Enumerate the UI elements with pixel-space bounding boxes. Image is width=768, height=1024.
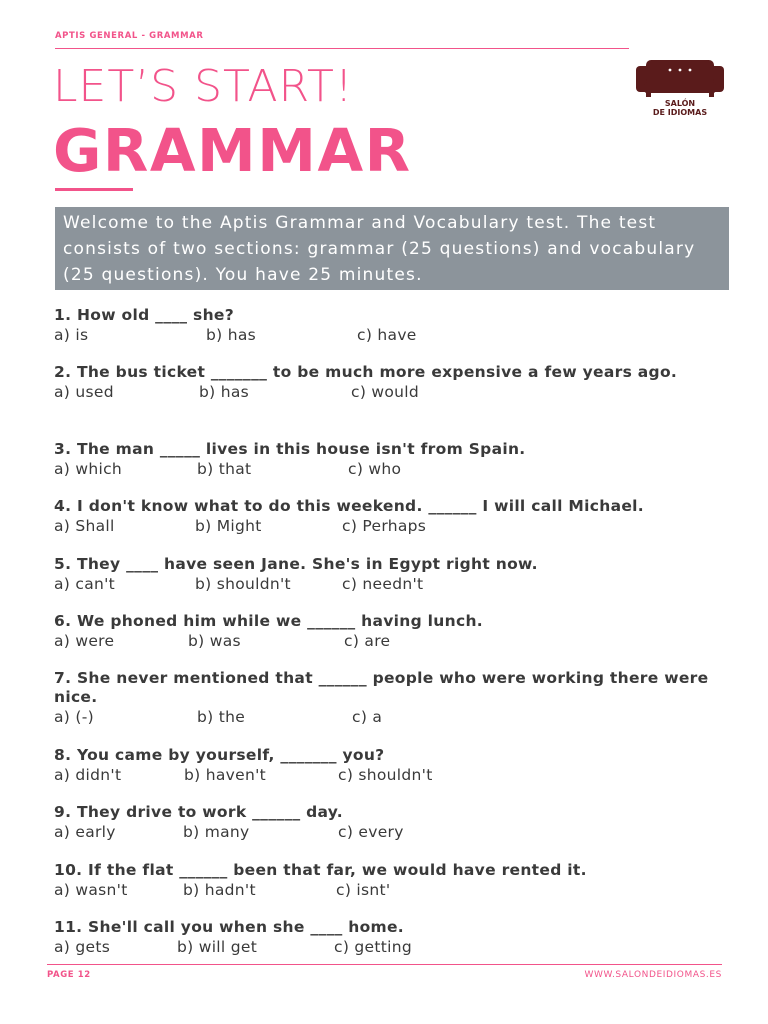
question-item xyxy=(54,918,724,957)
question-text: 11. She'll call you when she ____ home. xyxy=(54,918,404,936)
question-item xyxy=(54,861,724,900)
option-c: c) have xyxy=(357,326,417,344)
question-text: 2. The bus ticket _______ to be much more expensive a few years ago. xyxy=(54,363,678,381)
logo-text-line2: DE IDIOMAS xyxy=(652,108,708,117)
question-text: 4. I don't know what to do this weekend. ______ I will call Michael. xyxy=(54,497,644,515)
question-text: 8. You came by yourself, _______ you? xyxy=(54,746,385,764)
question-item xyxy=(54,803,724,842)
option-c: c) getting xyxy=(334,938,412,956)
option-a: a) Shall xyxy=(54,517,115,535)
option-a: a) used xyxy=(54,383,114,401)
option-a: a) gets xyxy=(54,938,111,956)
page-title-line2: GRAMMAR xyxy=(53,116,412,185)
question-text: 1. How old ____ she? xyxy=(54,306,235,324)
header-divider xyxy=(55,48,629,49)
option-b: b) the xyxy=(197,708,246,726)
option-a: a) which xyxy=(54,460,123,478)
option-c: c) a xyxy=(352,708,383,726)
option-b: b) will get xyxy=(177,938,258,956)
answer-options xyxy=(54,459,724,479)
answer-options xyxy=(54,822,724,842)
question-text: 6. We phoned him while we ______ having lunch. xyxy=(54,612,483,630)
option-a: a) is xyxy=(54,326,89,344)
option-b: b) many xyxy=(183,823,250,841)
option-c: c) are xyxy=(344,632,391,650)
option-b: b) haven't xyxy=(184,766,267,784)
option-a: a) were xyxy=(54,632,115,650)
option-b: b) Might xyxy=(195,517,262,535)
question-item xyxy=(54,306,724,345)
question-text: 10. If the flat ______ been that far, we would have rented it. xyxy=(54,861,587,879)
option-c: c) every xyxy=(338,823,404,841)
question-item xyxy=(54,746,724,785)
option-c: c) Perhaps xyxy=(342,517,427,535)
title-underline xyxy=(55,188,133,191)
answer-options xyxy=(54,707,724,727)
logo-text-line1: SALÓN xyxy=(664,99,696,108)
option-b: b) has xyxy=(199,383,250,401)
question-text: 7. She never mentioned that ______ people who were working there were nice. xyxy=(54,669,709,706)
answer-options xyxy=(54,880,724,900)
answer-options xyxy=(54,574,724,594)
option-c: c) who xyxy=(348,460,402,478)
footer-divider xyxy=(47,964,722,965)
question-text: 3. The man _____ lives in this house isn't from Spain. xyxy=(54,440,526,458)
option-b: b) hadn't xyxy=(183,881,256,899)
question-item xyxy=(54,363,724,402)
option-c: c) would xyxy=(351,383,420,401)
question-item xyxy=(54,440,724,479)
header-label: APTIS GENERAL - GRAMMAR xyxy=(55,31,204,41)
option-a: a) (-) xyxy=(54,708,94,726)
question-item xyxy=(54,497,724,536)
answer-options xyxy=(54,937,724,957)
option-b: b) was xyxy=(188,632,241,650)
answer-options xyxy=(54,765,724,785)
question-text: 9. They drive to work ______ day. xyxy=(54,803,343,821)
option-a: a) wasn't xyxy=(54,881,128,899)
sofa-icon xyxy=(632,58,728,98)
option-c: c) isnt' xyxy=(336,881,391,899)
option-b: b) that xyxy=(197,460,252,478)
option-c: c) needn't xyxy=(342,575,424,593)
website-link[interactable]: WWW.SALONDEIDIOMAS.ES xyxy=(584,970,722,980)
question-item xyxy=(54,612,724,651)
option-a: a) didn't xyxy=(54,766,122,784)
option-a: a) early xyxy=(54,823,116,841)
answer-options xyxy=(54,631,724,651)
answer-options xyxy=(54,382,724,402)
page-title-line1: LET’S START! xyxy=(53,61,354,112)
option-b: b) shouldn't xyxy=(195,575,291,593)
option-a: a) can't xyxy=(54,575,116,593)
intro-box: Welcome to the Aptis Grammar and Vocabulary test. The test consists of two sections: grammar (25 questions) and vocabulary (25 questions). You have 25 minutes. xyxy=(55,207,729,290)
answer-options xyxy=(54,325,724,345)
question-item xyxy=(54,669,724,727)
option-b: b) has xyxy=(206,326,257,344)
question-item xyxy=(54,555,724,594)
question-text: 5. They ____ have seen Jane. She's in Egypt right now. xyxy=(54,555,538,573)
option-c: c) shouldn't xyxy=(338,766,433,784)
salon-de-idiomas-logo xyxy=(632,58,728,120)
answer-options xyxy=(54,516,724,536)
page-number: PAGE 12 xyxy=(47,970,91,980)
